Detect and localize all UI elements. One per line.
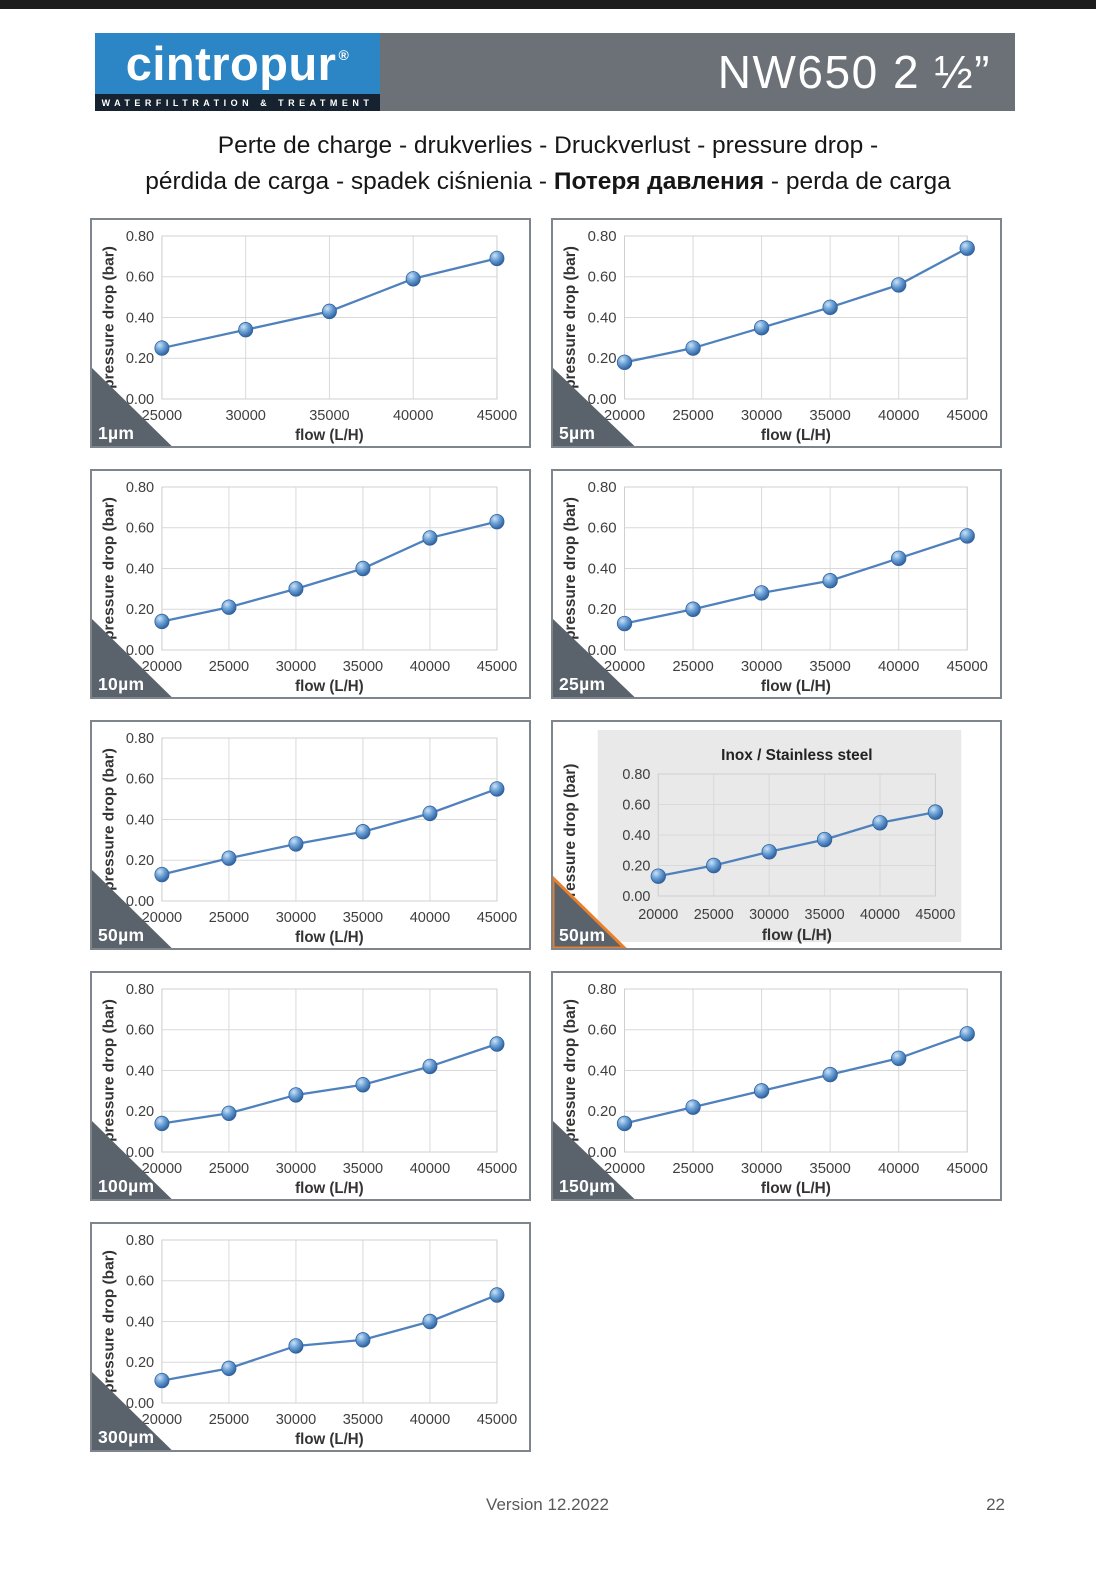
logo-brand-text: cintropur (125, 37, 337, 90)
x-axis-title: flow (L/H) (295, 1179, 364, 1198)
page-title-line1: Perte de charge - drukverlies - Druckverlust - pressure drop - (217, 132, 879, 159)
chart-plot (553, 973, 1000, 1199)
registered-mark: ® (338, 46, 350, 63)
x-tick-label: 20000 (141, 909, 183, 927)
data-point-marker (490, 782, 504, 797)
x-tick-label: 25000 (208, 1160, 250, 1178)
page-title (88, 128, 1008, 200)
chart-50um-inox (551, 720, 1002, 950)
data-point-marker (686, 1100, 701, 1115)
y-tick-label: 0.60 (125, 1022, 155, 1039)
y-tick-label: 0.00 (125, 391, 155, 409)
y-tick-label: 0.20 (587, 601, 617, 619)
data-point-marker (960, 241, 975, 256)
data-point-marker (873, 816, 888, 831)
logo-tagline: WATERFILTRATION & TREATMENT (95, 94, 380, 111)
data-point-marker (754, 1084, 769, 1099)
x-axis-title: flow (L/H) (295, 1430, 364, 1449)
x-tick-label: 30000 (225, 407, 266, 425)
chart-100um (90, 971, 531, 1201)
y-tick-label: 0.00 (125, 642, 155, 660)
chart-plot (553, 471, 1000, 697)
x-tick-label: 35000 (342, 1160, 384, 1178)
data-point-marker (891, 551, 906, 566)
x-tick-label: 20000 (638, 906, 679, 924)
y-tick-label: 0.60 (587, 268, 617, 286)
x-tick-label: 20000 (603, 657, 646, 676)
y-tick-label: 0.20 (587, 1103, 617, 1121)
data-point-marker (222, 851, 236, 866)
data-point-marker (423, 1059, 437, 1074)
x-tick-label: 25000 (208, 1411, 250, 1429)
x-tick-label: 45000 (946, 406, 988, 425)
data-point-marker (823, 300, 838, 315)
data-point-marker (960, 529, 975, 544)
x-tick-label: 35000 (342, 1411, 384, 1429)
data-point-marker (960, 1027, 975, 1042)
y-tick-label: 0.00 (622, 888, 651, 906)
y-axis-title: pressure drop (bar) (100, 246, 118, 389)
x-tick-label: 20000 (141, 1411, 183, 1429)
data-line (162, 1295, 497, 1381)
y-axis-title: pressure drop (bar) (100, 1250, 118, 1393)
x-tick-label: 35000 (309, 407, 350, 425)
x-tick-label: 35000 (809, 657, 851, 676)
y-axis-title: pressure drop (bar) (100, 999, 118, 1142)
x-axis-title: flow (L/H) (295, 928, 364, 947)
y-tick-label: 0.20 (125, 1355, 155, 1372)
y-tick-label: 0.00 (125, 1144, 155, 1162)
x-tick-label: 45000 (476, 1160, 518, 1178)
x-tick-label: 45000 (946, 1159, 988, 1178)
data-point-marker (891, 278, 906, 293)
data-point-marker (155, 614, 169, 629)
data-point-marker (817, 832, 832, 847)
data-point-marker (406, 271, 420, 286)
data-point-marker (239, 322, 253, 337)
y-tick-label: 0.40 (587, 1062, 617, 1080)
chart-10um (90, 469, 531, 699)
data-point-marker (356, 1077, 370, 1092)
y-tick-label: 0.60 (622, 797, 651, 814)
data-point-marker (891, 1051, 906, 1066)
y-tick-label: 0.00 (587, 641, 617, 660)
chart-corner-label: 25µm (559, 674, 606, 694)
x-tick-label: 35000 (804, 906, 845, 924)
data-line (162, 789, 497, 875)
data-point-marker (686, 602, 701, 617)
x-tick-label: 30000 (740, 657, 783, 676)
x-tick-label: 30000 (275, 909, 317, 927)
x-tick-label: 20000 (603, 1159, 646, 1178)
chart-plot (92, 722, 529, 948)
data-point-marker (706, 858, 721, 873)
chart-25um (551, 469, 1002, 699)
y-tick-label: 0.20 (125, 602, 155, 619)
y-tick-label: 0.00 (125, 1395, 155, 1413)
x-tick-label: 30000 (749, 906, 790, 924)
y-tick-label: 0.40 (587, 309, 617, 327)
x-axis-title: flow (L/H) (295, 426, 364, 445)
page-number: 22 (986, 1495, 1005, 1514)
y-tick-label: 0.80 (125, 479, 155, 497)
x-tick-label: 40000 (409, 658, 451, 676)
x-tick-label: 35000 (809, 1159, 851, 1178)
x-tick-label: 25000 (672, 1159, 714, 1178)
y-tick-label: 0.00 (125, 893, 155, 911)
x-tick-label: 30000 (740, 1159, 783, 1178)
y-tick-label: 0.60 (125, 520, 155, 537)
y-tick-label: 0.40 (587, 560, 617, 578)
data-point-marker (289, 1088, 303, 1103)
x-tick-label: 45000 (476, 407, 518, 425)
y-tick-label: 0.20 (622, 858, 651, 875)
x-tick-label: 30000 (275, 658, 317, 676)
x-axis-title: flow (L/H) (760, 1179, 831, 1198)
y-tick-label: 0.80 (125, 981, 155, 999)
chart-plot (92, 973, 529, 1199)
data-point-marker (222, 1361, 236, 1376)
data-point-marker (651, 869, 666, 884)
y-tick-label: 0.80 (587, 227, 617, 246)
data-line (162, 522, 497, 622)
chart-plot (92, 1224, 529, 1450)
x-tick-label: 40000 (409, 909, 451, 927)
data-point-marker (356, 1333, 370, 1348)
data-point-marker (322, 304, 336, 319)
y-tick-label: 0.40 (125, 561, 155, 578)
x-axis-title: flow (L/H) (760, 426, 831, 445)
x-tick-label: 40000 (859, 906, 901, 924)
x-tick-label: 45000 (915, 906, 956, 924)
x-tick-label: 25000 (208, 658, 250, 676)
x-tick-label: 25000 (208, 909, 250, 927)
x-axis-title: flow (L/H) (295, 677, 364, 696)
x-tick-label: 20000 (603, 406, 646, 425)
y-tick-label: 0.40 (125, 812, 155, 829)
data-point-marker (823, 573, 838, 588)
y-tick-label: 0.20 (125, 1104, 155, 1121)
x-tick-label: 30000 (275, 1160, 317, 1178)
x-tick-label: 25000 (693, 906, 734, 924)
chart-plot (92, 471, 529, 697)
chart-corner-label: 100µm (98, 1176, 155, 1196)
data-point-marker (754, 320, 769, 335)
y-tick-label: 0.00 (587, 390, 617, 409)
y-tick-label: 0.80 (125, 1232, 155, 1250)
chart-1um (90, 218, 531, 448)
chart-title: Inox / Stainless steel (721, 746, 873, 765)
y-tick-label: 0.60 (125, 771, 155, 788)
page-top-bar (0, 0, 1096, 9)
version-label: Version 12.2022 (486, 1495, 609, 1514)
y-tick-label: 0.60 (587, 1021, 617, 1039)
data-point-marker (423, 531, 437, 546)
data-point-marker (490, 514, 504, 529)
page-title-line2: pérdida de carga - spadek ciśnienia - Потеря давления - perda de carga (145, 168, 951, 195)
charts-grid (90, 218, 1002, 1452)
chart-corner-label: 5µm (559, 423, 596, 443)
x-tick-label: 40000 (409, 1411, 451, 1429)
x-tick-label: 45000 (476, 658, 518, 676)
chart-plot (553, 220, 1000, 446)
x-tick-label: 20000 (141, 1160, 183, 1178)
y-tick-label: 0.60 (125, 1273, 155, 1290)
data-point-marker (617, 616, 632, 631)
y-tick-label: 0.60 (587, 519, 617, 537)
data-point-marker (423, 806, 437, 821)
y-tick-label: 0.80 (622, 766, 651, 784)
x-tick-label: 30000 (275, 1411, 317, 1429)
data-point-marker (289, 1339, 303, 1354)
data-point-marker (686, 341, 701, 356)
chart-corner-label: 50µm (98, 925, 145, 945)
x-tick-label: 40000 (392, 407, 434, 425)
y-tick-label: 0.80 (587, 478, 617, 497)
y-axis-title: pressure drop (bar) (561, 763, 579, 907)
x-tick-label: 30000 (740, 406, 783, 425)
chart-corner-label: 10µm (98, 674, 145, 694)
data-point-marker (356, 824, 370, 839)
data-point-marker (754, 586, 769, 601)
x-tick-label: 25000 (672, 406, 714, 425)
y-tick-label: 0.20 (587, 350, 617, 368)
chart-corner-label: 1µm (98, 423, 135, 443)
x-tick-label: 20000 (141, 658, 183, 676)
y-axis-title: pressure drop (bar) (561, 999, 579, 1142)
y-axis-title: pressure drop (bar) (100, 497, 118, 640)
y-axis-title: pressure drop (bar) (100, 748, 118, 891)
x-tick-label: 40000 (877, 406, 920, 425)
chart-plot (92, 220, 529, 446)
data-point-marker (222, 1106, 236, 1121)
data-point-marker (289, 837, 303, 852)
y-tick-label: 0.20 (125, 351, 155, 368)
y-axis-title: pressure drop (bar) (561, 246, 579, 389)
x-axis-title: flow (L/H) (760, 677, 831, 696)
data-point-marker (928, 805, 943, 820)
data-point-marker (490, 1037, 504, 1052)
data-point-marker (490, 251, 504, 266)
data-point-marker (222, 600, 236, 615)
x-tick-label: 45000 (476, 1411, 518, 1429)
x-tick-label: 35000 (342, 909, 384, 927)
data-line (625, 248, 968, 362)
x-tick-label: 45000 (476, 909, 518, 927)
data-point-marker (762, 844, 777, 859)
x-tick-label: 40000 (877, 657, 920, 676)
page-title-bold-segment: Потеря давления (553, 168, 765, 195)
chart-150um (551, 971, 1002, 1201)
y-tick-label: 0.40 (125, 1063, 155, 1080)
data-point-marker (823, 1067, 838, 1082)
chart-plot (553, 722, 1000, 948)
y-tick-label: 0.80 (125, 228, 155, 246)
data-point-marker (490, 1288, 504, 1303)
x-tick-label: 45000 (946, 657, 988, 676)
data-line (625, 536, 968, 624)
x-tick-label: 25000 (141, 407, 183, 425)
data-point-marker (155, 1373, 169, 1388)
y-tick-label: 0.40 (622, 827, 651, 845)
chart-corner-label: 150µm (559, 1176, 616, 1196)
chart-50um (90, 720, 531, 950)
y-tick-label: 0.20 (125, 853, 155, 870)
data-point-marker (155, 867, 169, 882)
cintropur-logo (95, 33, 380, 111)
footer (90, 1495, 1005, 1519)
data-point-marker (617, 355, 632, 370)
y-tick-label: 0.80 (125, 730, 155, 748)
x-tick-label: 40000 (409, 1160, 451, 1178)
data-point-marker (289, 582, 303, 597)
x-tick-label: 25000 (672, 657, 714, 676)
data-point-marker (617, 1116, 632, 1131)
chart-corner-label: 300µm (98, 1427, 155, 1447)
data-line (625, 1034, 968, 1124)
x-tick-label: 35000 (809, 406, 851, 425)
x-axis-title: flow (L/H) (761, 926, 832, 945)
y-tick-label: 0.80 (587, 980, 617, 999)
data-point-marker (356, 561, 370, 576)
data-point-marker (155, 341, 169, 356)
data-point-marker (155, 1116, 169, 1131)
header (95, 33, 1015, 111)
logo-wordmark (95, 33, 380, 94)
data-point-marker (423, 1314, 437, 1329)
y-tick-label: 0.40 (125, 310, 155, 327)
y-axis-title: pressure drop (bar) (561, 497, 579, 640)
chart-300um (90, 1222, 531, 1452)
x-tick-label: 35000 (342, 658, 384, 676)
chart-corner-label: 50µm (559, 925, 606, 945)
y-tick-label: 0.40 (125, 1314, 155, 1331)
y-tick-label: 0.60 (125, 269, 155, 286)
chart-5um (551, 218, 1002, 448)
y-tick-label: 0.00 (587, 1143, 617, 1162)
x-tick-label: 40000 (877, 1159, 920, 1178)
product-model-banner: NW650 2 ½” (380, 33, 1015, 111)
